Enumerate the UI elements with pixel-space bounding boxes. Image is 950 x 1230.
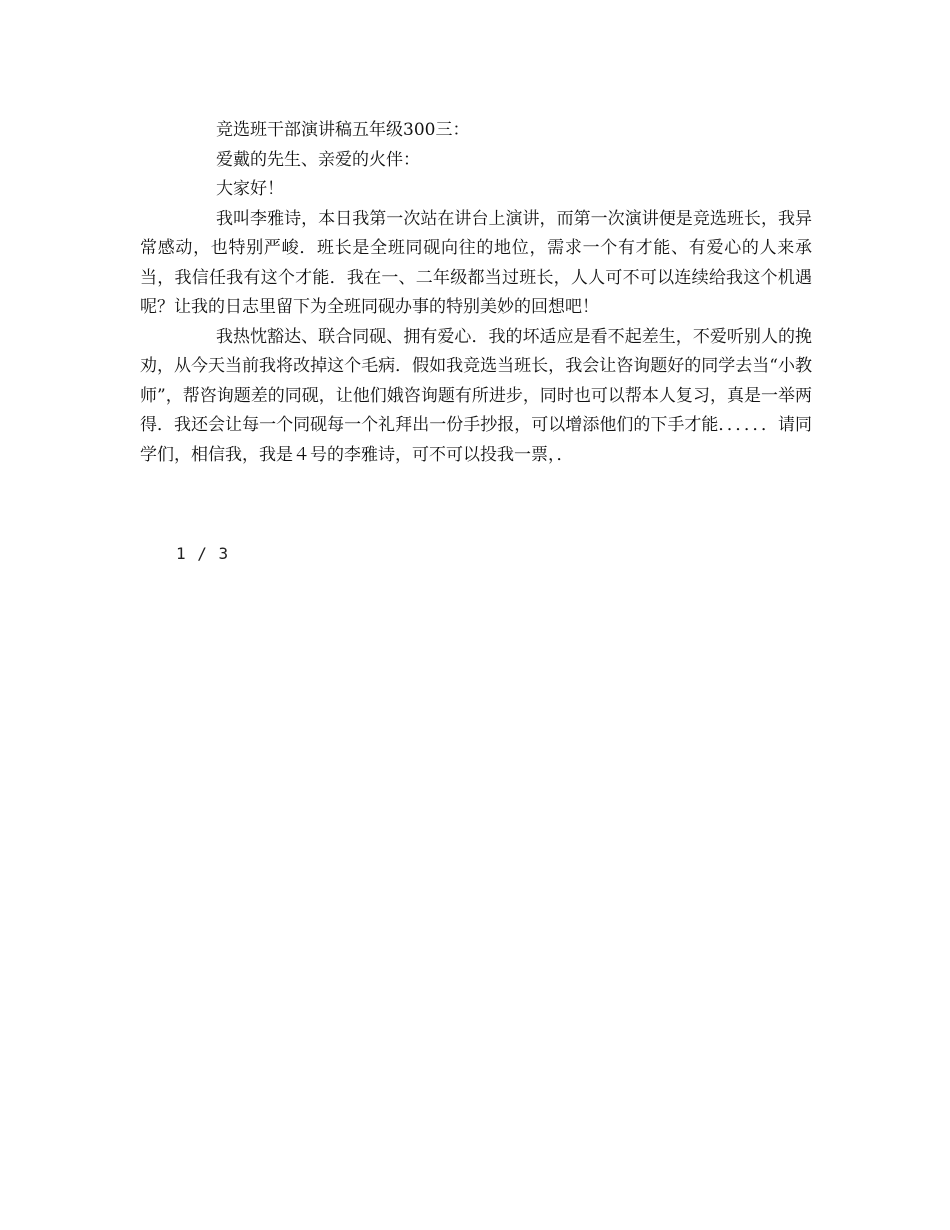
document-body xyxy=(140,116,812,470)
greeting-line: 大家好！ xyxy=(216,179,284,199)
page-number: 1 / 3 xyxy=(176,544,230,563)
salutation-line: 爱戴的先生、亲爱的火伴： xyxy=(216,149,420,170)
body-paragraph-2: 我热忱豁达、联合同砚、拥有爱心．我的坏适应是看不起差生，不爱听别人的挽劝，从今天当前我将改掉这个毛病．假如我竞选当班长，我会让咨询题好的同学去当“小教师”，帮咨询题差的同砚，让他们娥咨询题有所进步，同时也可以帮本人复习，真是一举两得．我还会让每一个同砚每一个礼拜出一份手抄报，可以增添他们的下手才能．．．．．．请同学们，相信我，我是４号的李雅诗，可不可以投我一票，． xyxy=(140,326,812,465)
document-title: 竞选班干部演讲稿五年级300三： xyxy=(216,120,470,140)
body-paragraph-1: 我叫李雅诗，本日我第一次站在讲台上演讲，而第一次演讲便是竞选班长，我异常感动，也特别严峻．班长是全班同砚向往的地位，需求一个有才能、有爱心的人来承当，我信任我有这个才能．我在一、二年级都当过班长，人人可不可以连续给我这个机遇呢？让我的日志里留下为全班同砚办事的特别美妙的回想吧！ xyxy=(140,208,812,317)
